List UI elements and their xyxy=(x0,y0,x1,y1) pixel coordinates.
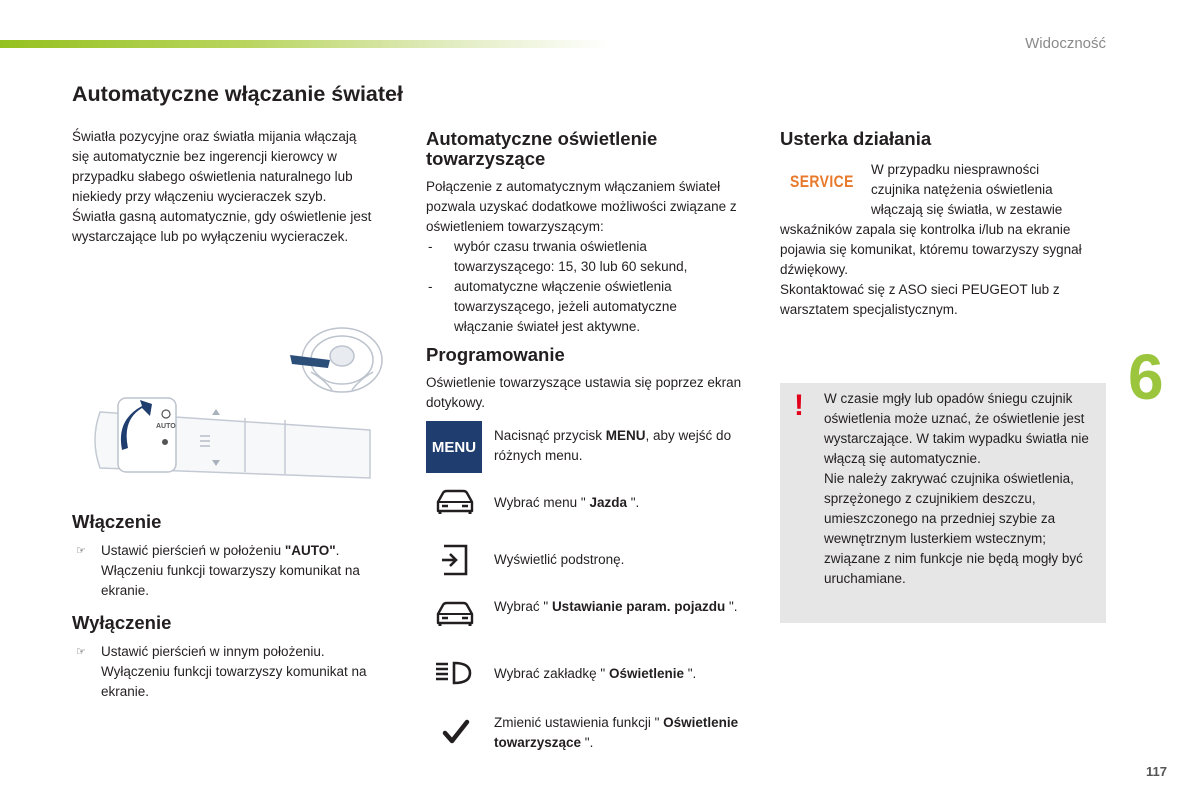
car-settings-icon xyxy=(434,600,476,628)
headlight-icon xyxy=(434,659,474,687)
switch-off-section xyxy=(72,613,402,702)
step-text: Nacisnąć przycisk MENU, aby wejść do różnych menu. xyxy=(494,428,732,463)
pointer-icon: ☞ xyxy=(76,646,86,658)
car-icon xyxy=(434,488,476,516)
malfunction-line-1: W przypadku niesprawności xyxy=(871,162,1040,177)
light-stalk-illustration xyxy=(70,320,400,490)
warning-exclamation-icon: ! xyxy=(794,389,804,422)
chapter-number: 6 xyxy=(1128,341,1164,413)
step-text: Wybrać zakładkę " Oświetlenie ". xyxy=(494,666,697,681)
malfunction-heading: Usterka działania xyxy=(780,128,932,149)
service-warning-icon: SERVICE xyxy=(790,172,854,191)
header-accent-bar xyxy=(0,40,610,48)
malfunction-line-3: włączają się światła, w zestawie xyxy=(871,202,1063,217)
programming-text: Oświetlenie towarzyszące ustawia się poprzez ekran dotykowy. xyxy=(426,375,742,410)
malfunction-text: wskaźników zapala się kontrolka i/lub na ekranie pojawia się komunikat, któremu towarzyszy sygnał dźwiękowy. xyxy=(780,222,1082,277)
switch-on-heading: Włączenie xyxy=(72,511,162,532)
follow-me-section xyxy=(426,129,756,337)
step-text: Zmienić ustawienia funkcji " Oświetlenie towarzyszące ". xyxy=(494,715,739,750)
checkmark-icon xyxy=(442,719,470,745)
menu-icon: MENU xyxy=(426,421,482,473)
warning-box xyxy=(780,383,1106,623)
malfunction-section xyxy=(780,129,1100,320)
step-text: Wybrać menu " Jazda ". xyxy=(494,495,640,510)
step-text: Wyświetlić podstronę. xyxy=(494,552,625,567)
intro-paragraph-2: Światła gasną automatycznie, gdy oświetlenie jest wystarczające lub po wyłączeniu wycieraczek. xyxy=(72,209,372,244)
programming-heading: Programowanie xyxy=(426,344,565,365)
sidelight-icon xyxy=(162,439,168,445)
switch-off-instruction: ☞ Ustawić pierścień w innym położeniu. Wyłączeniu funkcji towarzyszy komunikat na ekranie. xyxy=(76,644,367,699)
warning-paragraph-2: Nie należy zakrywać czujnika oświetlenia, sprzężonego z czujnikiem deszczu, umieszczonego na przedniej szybie za wewnętrznym lusterkiem wstecznym; związane z nim funkcje nie będą mogły być uruchamiane. xyxy=(824,471,1083,586)
list-item: - automatyczne włączenie oświetlenia towarzyszącego, jeżeli automatyczne włączanie świateł jest aktywne. xyxy=(428,279,677,334)
section-name: Widoczność xyxy=(1025,35,1106,52)
malfunction-contact: Skontaktować się z ASO sieci PEUGEOT lub z warsztatem specjalistycznym. xyxy=(780,282,1060,317)
switch-on-section xyxy=(72,512,402,601)
intro-paragraph-1: Światła pozycyjne oraz światła mijania włączają się automatycznie bez ingerencji kierowcy w przypadku słabego oświetlenia naturalnego lub niekiedy przy włączeniu wycieraczek szyb. xyxy=(72,129,357,204)
warning-paragraph-1: W czasie mgły lub opadów śniegu czujnik oświetlenia może uznać, że oświetlenie jest wystarczające. W takim wypadku światła nie włączą się automatycznie. xyxy=(824,391,1089,466)
auto-label: AUTO xyxy=(156,423,176,430)
page-number: 117 xyxy=(1146,764,1167,779)
switch-off-heading: Wyłączenie xyxy=(72,612,172,633)
list-item: - wybór czasu trwania oświetlenia towarzyszącego: 15, 30 lub 60 sekund, xyxy=(428,239,688,274)
programming-section xyxy=(426,345,756,413)
intro-text xyxy=(72,127,372,247)
follow-me-text: Połączenie z automatycznym włączaniem świateł pozwala uzyskać dodatkowe możliwości związane z oświetleniem towarzyszącym: xyxy=(426,179,737,234)
step-text: Wybrać " Ustawianie param. pojazdu ". xyxy=(494,599,738,614)
subpage-icon xyxy=(440,543,470,577)
switch-on-instruction: ☞ Ustawić pierścień w położeniu "AUTO". Włączeniu funkcji towarzyszy komunikat na ekranie. xyxy=(76,543,360,598)
malfunction-line-2: czujnika natężenia oświetlenia xyxy=(871,182,1053,197)
pointer-icon: ☞ xyxy=(76,545,86,557)
follow-me-heading: Automatyczne oświetlenie towarzyszące xyxy=(426,128,658,169)
stalk-pointer xyxy=(290,355,330,368)
follow-me-options xyxy=(426,237,726,337)
warning-text xyxy=(824,389,1096,589)
page-title: Automatyczne włączanie świateł xyxy=(72,82,403,106)
